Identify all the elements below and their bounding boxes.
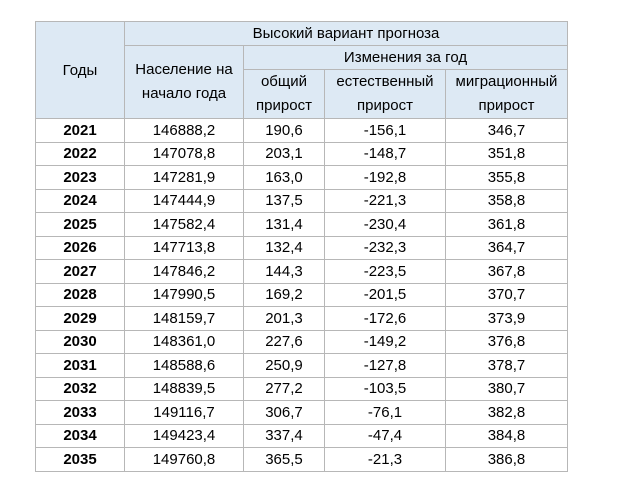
natural-growth-cell: -232,3 — [325, 236, 446, 260]
total-growth-cell: 277,2 — [244, 377, 325, 401]
migration-growth-cell: 355,8 — [446, 166, 568, 190]
total-growth-cell: 306,7 — [244, 401, 325, 425]
table-row — [36, 119, 568, 143]
population-cell: 147990,5 — [125, 283, 244, 307]
total-growth-cell: 250,9 — [244, 354, 325, 378]
migration-growth-cell: 364,7 — [446, 236, 568, 260]
year-cell: 2030 — [36, 330, 125, 354]
table-row — [36, 424, 568, 448]
migration-growth-cell: 386,8 — [446, 448, 568, 472]
natural-growth-header-line-2: прирост — [357, 97, 413, 114]
table-row — [36, 307, 568, 331]
year-cell: 2028 — [36, 283, 125, 307]
year-cell: 2029 — [36, 307, 125, 331]
variant-header: Высокий вариант прогноза — [125, 22, 568, 46]
migration-growth-cell: 351,8 — [446, 142, 568, 166]
population-header — [125, 46, 244, 119]
population-cell: 147713,8 — [125, 236, 244, 260]
population-cell: 149423,4 — [125, 424, 244, 448]
year-cell: 2035 — [36, 448, 125, 472]
population-cell: 147281,9 — [125, 166, 244, 190]
total-growth-cell: 201,3 — [244, 307, 325, 331]
population-cell: 149116,7 — [125, 401, 244, 425]
natural-growth-cell: -148,7 — [325, 142, 446, 166]
table-row — [36, 401, 568, 425]
population-cell: 147078,8 — [125, 142, 244, 166]
total-growth-cell: 132,4 — [244, 236, 325, 260]
natural-growth-header — [325, 70, 446, 119]
year-cell: 2023 — [36, 166, 125, 190]
table-row — [36, 448, 568, 472]
table-row — [36, 354, 568, 378]
natural-growth-cell: -47,4 — [325, 424, 446, 448]
year-cell: 2025 — [36, 213, 125, 237]
natural-growth-cell: -156,1 — [325, 119, 446, 143]
migration-growth-cell: 370,7 — [446, 283, 568, 307]
table-row — [36, 189, 568, 213]
year-cell: 2034 — [36, 424, 125, 448]
population-cell: 148361,0 — [125, 330, 244, 354]
natural-growth-cell: -149,2 — [325, 330, 446, 354]
total-growth-cell: 190,6 — [244, 119, 325, 143]
population-cell: 149760,8 — [125, 448, 244, 472]
total-growth-cell: 227,6 — [244, 330, 325, 354]
year-cell: 2021 — [36, 119, 125, 143]
population-header-line-2: начало года — [141, 85, 227, 102]
population-header-line-1: Население на — [135, 61, 233, 78]
migration-growth-cell: 346,7 — [446, 119, 568, 143]
table-row — [36, 330, 568, 354]
total-growth-cell: 144,3 — [244, 260, 325, 284]
year-cell: 2033 — [36, 401, 125, 425]
migration-growth-cell: 384,8 — [446, 424, 568, 448]
migration-growth-cell: 373,9 — [446, 307, 568, 331]
natural-growth-cell: -127,8 — [325, 354, 446, 378]
natural-growth-cell: -230,4 — [325, 213, 446, 237]
year-cell: 2026 — [36, 236, 125, 260]
table-row — [36, 283, 568, 307]
years-header: Годы — [36, 22, 125, 119]
total-growth-cell: 163,0 — [244, 166, 325, 190]
year-cell: 2031 — [36, 354, 125, 378]
migration-growth-cell: 376,8 — [446, 330, 568, 354]
population-cell: 147846,2 — [125, 260, 244, 284]
total-growth-cell: 337,4 — [244, 424, 325, 448]
population-cell: 148159,7 — [125, 307, 244, 331]
migration-growth-header-line-2: прирост — [478, 97, 535, 114]
natural-growth-cell: -223,5 — [325, 260, 446, 284]
natural-growth-cell: -172,6 — [325, 307, 446, 331]
year-cell: 2027 — [36, 260, 125, 284]
migration-growth-header-line-1: миграционный — [455, 73, 558, 90]
population-cell: 146888,2 — [125, 119, 244, 143]
table-row — [36, 142, 568, 166]
natural-growth-cell: -201,5 — [325, 283, 446, 307]
table-row — [36, 166, 568, 190]
total-growth-cell: 131,4 — [244, 213, 325, 237]
total-growth-cell: 203,1 — [244, 142, 325, 166]
total-growth-cell: 365,5 — [244, 448, 325, 472]
total-growth-header-line-1: общий — [260, 73, 308, 90]
total-growth-cell: 169,2 — [244, 283, 325, 307]
table-row — [36, 377, 568, 401]
migration-growth-cell: 380,7 — [446, 377, 568, 401]
migration-growth-header — [446, 70, 568, 119]
population-cell: 148839,5 — [125, 377, 244, 401]
year-cell: 2024 — [36, 189, 125, 213]
year-cell: 2032 — [36, 377, 125, 401]
population-cell: 148588,6 — [125, 354, 244, 378]
year-cell: 2022 — [36, 142, 125, 166]
migration-growth-cell: 361,8 — [446, 213, 568, 237]
natural-growth-cell: -221,3 — [325, 189, 446, 213]
population-cell: 147444,9 — [125, 189, 244, 213]
table-row — [36, 213, 568, 237]
table-row — [36, 260, 568, 284]
natural-growth-cell: -192,8 — [325, 166, 446, 190]
natural-growth-cell: -76,1 — [325, 401, 446, 425]
population-cell: 147582,4 — [125, 213, 244, 237]
table-body — [36, 119, 568, 472]
migration-growth-cell: 382,8 — [446, 401, 568, 425]
migration-growth-cell: 378,7 — [446, 354, 568, 378]
changes-header: Изменения за год — [244, 46, 568, 70]
migration-growth-cell: 358,8 — [446, 189, 568, 213]
total-growth-header — [244, 70, 325, 119]
natural-growth-cell: -103,5 — [325, 377, 446, 401]
total-growth-header-line-2: прирост — [256, 97, 312, 114]
natural-growth-header-line-1: естественный — [336, 73, 434, 90]
natural-growth-cell: -21,3 — [325, 448, 446, 472]
migration-growth-cell: 367,8 — [446, 260, 568, 284]
forecast-table — [35, 21, 568, 472]
total-growth-cell: 137,5 — [244, 189, 325, 213]
table-row — [36, 236, 568, 260]
